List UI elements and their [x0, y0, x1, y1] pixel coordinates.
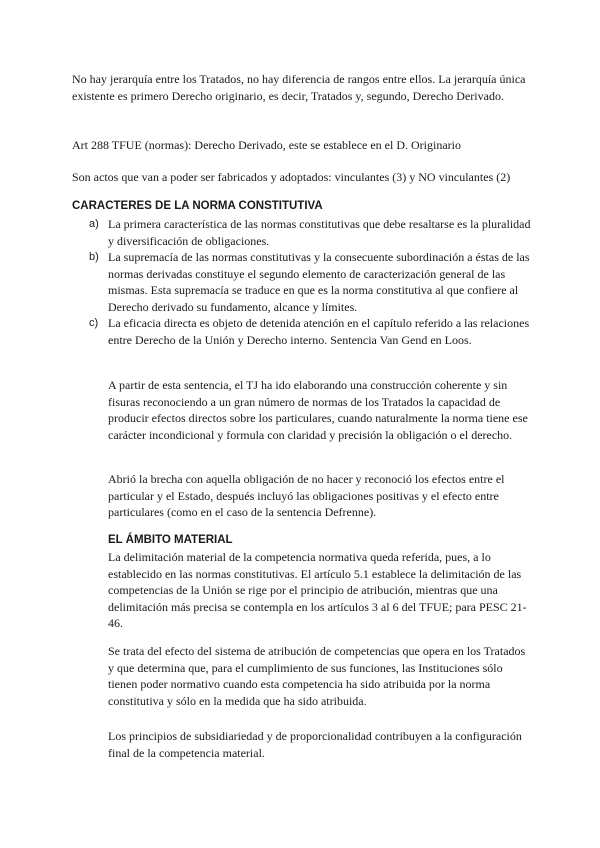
list-item — [89, 216, 532, 249]
section-heading-caracteres: CARACTERES DE LA NORMA CONSTITUTIVA — [72, 200, 323, 212]
list-marker: c) — [89, 317, 99, 329]
caracteres-list — [89, 216, 532, 348]
list-marker: a) — [89, 218, 99, 230]
intro-paragraph: No hay jerarquía entre los Tratados, no hay diferencia de rangos entre ellos. La jerarquía única existente es primero Derecho originario, es decir, Tratados y, segundo, Derecho Derivado. — [72, 72, 526, 103]
art288-paragraph: Art 288 TFUE (normas): Derecho Derivado, este se establece en el D. Originario — [72, 138, 461, 152]
list-item-text: La supremacía de las normas constitutivas y la consecuente subordinación a éstas de las normas derivadas constituye el segundo elemento de caracterización general de las mismas. Esta supremacía se traduce en que es la norma constitutiva al que confiere al Derecho derivado su fundamento, alcance y límites. — [108, 250, 530, 314]
ambito-paragraph-1: La delimitación material de la competencia normativa queda referida, pues, a lo establecido en las normas constitutivas. El artículo 5.1 establece la delimitación de las competencias de la Unión se rige por el principio de atribución, mientras que una delimitación más precisa se contempla en los artículos 3 al 6 del TFUE; para PESC 21-46. — [108, 550, 527, 630]
list-item — [89, 249, 532, 315]
section-heading-ambito: EL ÁMBITO MATERIAL — [108, 534, 233, 546]
followup-paragraph-2: Abrió la brecha con aquella obligación de no hacer y reconoció los efectos entre el particular y el Estado, después incluyó las obligaciones positivas y el efecto entre particulares (como en el caso de la sentencia Defrenne). — [108, 472, 505, 519]
list-marker: b) — [89, 251, 99, 263]
ambito-paragraph-3: Los principios de subsidiariedad y de proporcionalidad contribuyen a la configuración final de la competencia material. — [108, 729, 522, 760]
actos-paragraph: Son actos que van a poder ser fabricados y adoptados: vinculantes (3) y NO vinculantes (2) — [72, 170, 511, 184]
list-item-text: La primera característica de las normas constitutivas que debe resaltarse es la pluralidad y diversificación de obligaciones. — [108, 217, 531, 248]
followup-paragraph-1: A partir de esta sentencia, el TJ ha ido elaborando una construcción coherente y sin fisuras reconociendo a un gran número de normas de los Tratados la capacidad de producir efectos directos sobre los particulares, cuando naturalmente la norma tiene ese carácter incondicional y formula con claridad y precisión la obligación o el derecho. — [108, 378, 528, 442]
list-item-text: La eficacia directa es objeto de detenida atención en el capítulo referido a las relaciones entre Derecho de la Unión y Derecho interno. Sentencia Van Gend en Loos. — [108, 316, 530, 347]
ambito-paragraph-2: Se trata del efecto del sistema de atribución de competencias que opera en los Tratados y que determina que, para el cumplimiento de sus funciones, las Instituciones sólo tienen poder normativo cuando esta competencia ha sido atribuida por la norma constitutiva y sólo en la medida que ha sido atribuida. — [108, 644, 526, 708]
list-item — [89, 315, 532, 348]
